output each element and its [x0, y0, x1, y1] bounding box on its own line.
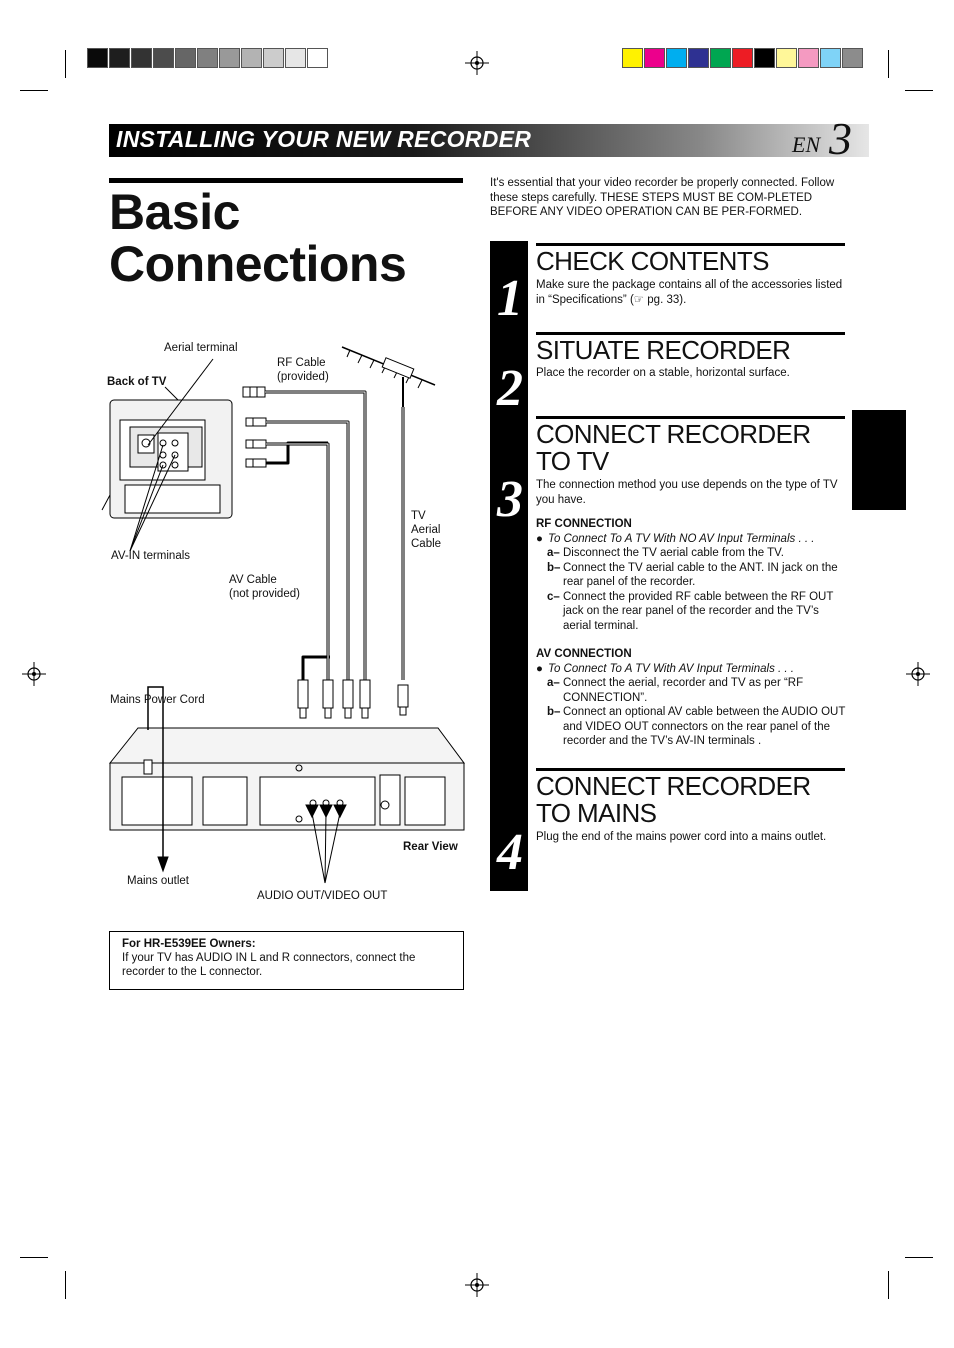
- mains-power-cord-label: Mains Power Cord: [110, 694, 205, 706]
- crop-mark: [65, 1271, 66, 1299]
- color-swatch: [842, 48, 863, 68]
- rf-cable-label: RF Cable (provided): [277, 357, 329, 383]
- step-number-2: 2: [497, 360, 523, 417]
- crop-mark: [20, 1257, 48, 1258]
- crop-mark: [65, 50, 66, 78]
- crop-mark: [905, 1257, 933, 1258]
- color-swatch: [688, 48, 709, 68]
- av-connection-heading: AV CONNECTION: [536, 648, 632, 660]
- av-plug-icon: [246, 418, 266, 467]
- registration-mark-icon: [906, 662, 930, 686]
- rf-step-a: a– Disconnect the TV aerial cable from the TV.: [547, 547, 784, 559]
- antenna-icon: [342, 347, 435, 407]
- step-text-connect-tv: [536, 478, 846, 749]
- rf-connection-heading: RF CONNECTION: [536, 518, 632, 530]
- color-swatch: [710, 48, 731, 68]
- av-cable-label: AV Cable (not provided): [229, 574, 300, 600]
- page-number: 3: [829, 113, 852, 164]
- tv-aerial-cable-label: TV Aerial Cable: [411, 510, 442, 550]
- step-number-bar: [490, 241, 528, 891]
- crop-mark: [888, 50, 889, 78]
- av-step-a: a– Connect the aerial, recorder and TV as per “RF CONNECTION”.: [547, 677, 804, 704]
- step-title-connect-mains: CONNECT RECORDER TO MAINS: [536, 771, 811, 828]
- connection-diagram: [100, 335, 470, 915]
- gray-swatch: [307, 48, 328, 68]
- back-of-tv-label: Back of TV: [107, 376, 167, 388]
- av-connection-bullet: ● To Connect To A TV With AV Input Terminals . . .: [536, 662, 794, 675]
- registration-mark-icon: [22, 662, 46, 686]
- step-title-check-contents: CHECK CONTENTS: [536, 246, 769, 276]
- step-text-situate-recorder: Place the recorder on a stable, horizontal surface.: [536, 367, 790, 379]
- crop-mark: [888, 1271, 889, 1299]
- step-number-4: 4: [497, 824, 523, 881]
- gray-swatch: [285, 48, 306, 68]
- connect-tv-intro: The connection method you use depends on the type of TV you have.: [536, 479, 838, 506]
- av-step-b: b– Connect an optional AV cable between the AUDIO OUT and VIDEO OUT connectors on the rear panel of the recorder and the TV’s AV-IN terminals .: [547, 706, 846, 747]
- gray-swatch: [263, 48, 284, 68]
- gray-swatch: [175, 48, 196, 68]
- gray-swatch: [153, 48, 174, 68]
- gray-swatch: [109, 48, 130, 68]
- tv-back-icon: [102, 400, 232, 518]
- owners-note-text: If your TV has AUDIO IN L and R connectors, connect the recorder to the L connector.: [122, 952, 416, 978]
- step-text-connect-mains: Plug the end of the mains power cord into a mains outlet.: [536, 831, 827, 843]
- step-number-3: 3: [497, 471, 523, 528]
- intro-text: It's essential that your video recorder be properly connected. Follow these steps carefully. THESE STEPS MUST BE COM-PLETED BEFORE ANY VIDEO OPERATION CAN BE PER-FORMED.: [490, 177, 835, 218]
- page-title-line2: Connections: [109, 236, 407, 292]
- gray-swatch: [131, 48, 152, 68]
- color-swatch: [666, 48, 687, 68]
- page-title-line1: Basic: [109, 184, 240, 240]
- owners-note-heading: For HR-E539EE Owners:: [122, 938, 256, 950]
- cable-plug-icon: [298, 680, 408, 718]
- step-title-situate-recorder: SITUATE RECORDER: [536, 335, 791, 365]
- registration-mark-icon: [465, 51, 489, 75]
- language-mark: EN: [792, 132, 821, 157]
- color-swatch: [622, 48, 643, 68]
- rf-plug-icon: [243, 387, 265, 397]
- av-in-terminals-label: AV-IN terminals: [111, 550, 191, 562]
- step-number-1: 1: [497, 270, 523, 327]
- gray-swatch: [241, 48, 262, 68]
- rf-step-c: c– Connect the provided RF cable between the RF OUT jack on the rear panel of the recorder and the TV’s aerial terminal.: [547, 590, 834, 632]
- color-swatch: [776, 48, 797, 68]
- step-title-connect-tv: CONNECT RECORDER TO TV: [536, 419, 811, 476]
- color-swatch: [820, 48, 841, 68]
- section-header-title: INSTALLING YOUR NEW RECORDER: [116, 126, 532, 152]
- registration-mark-icon: [465, 1273, 489, 1297]
- step-text-check-contents: Make sure the package contains all of the accessories listed in “Specifications” (☞ pg. 33).: [536, 279, 843, 306]
- crop-mark: [20, 90, 48, 91]
- gray-swatch: [197, 48, 218, 68]
- side-thumb-tab: [852, 410, 906, 510]
- title-rule: [109, 178, 463, 183]
- mains-outlet-label: Mains outlet: [127, 875, 190, 887]
- color-swatch: [798, 48, 819, 68]
- color-swatch: [732, 48, 753, 68]
- gray-swatch: [219, 48, 240, 68]
- page-title: [109, 186, 406, 290]
- crop-mark: [905, 90, 933, 91]
- gray-swatch: [87, 48, 108, 68]
- owners-note-box: [109, 931, 464, 990]
- color-swatch: [644, 48, 665, 68]
- rear-view-label: Rear View: [403, 841, 458, 853]
- rf-connection-bullet: ● To Connect To A TV With NO AV Input Terminals . . .: [536, 532, 815, 545]
- aerial-terminal-label: Aerial terminal: [164, 342, 238, 354]
- audio-video-out-label: AUDIO OUT/VIDEO OUT: [257, 890, 388, 902]
- rf-step-b: b– Connect the TV aerial cable to the ANT. IN jack on the rear panel of the recorder.: [547, 561, 838, 588]
- color-swatch: [754, 48, 775, 68]
